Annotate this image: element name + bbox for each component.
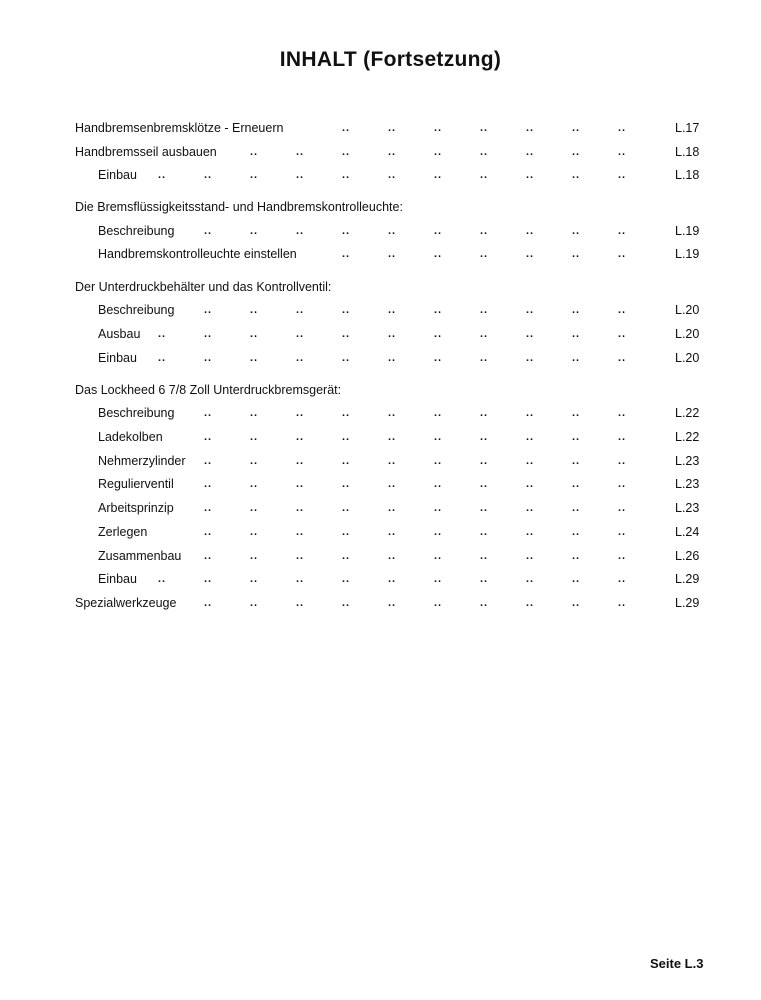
dot-leaders bbox=[0, 325, 761, 343]
leader-dots: .. bbox=[342, 550, 351, 562]
leader-dots: .. bbox=[388, 550, 397, 562]
leader-dots: .. bbox=[480, 304, 489, 316]
leader-dots: .. bbox=[618, 225, 627, 237]
leader-dots: .. bbox=[526, 328, 535, 340]
leader-dots: .. bbox=[480, 352, 489, 364]
leader-dots: .. bbox=[572, 455, 581, 467]
leader-dots: .. bbox=[434, 597, 443, 609]
leader-dots: .. bbox=[250, 352, 259, 364]
leader-dots: .. bbox=[204, 455, 213, 467]
leader-dots: .. bbox=[526, 304, 535, 316]
leader-dots: .. bbox=[158, 352, 167, 364]
leader-dots: .. bbox=[342, 328, 351, 340]
leader-dots: .. bbox=[296, 573, 305, 585]
leader-dots: .. bbox=[158, 328, 167, 340]
leader-dots: .. bbox=[618, 169, 627, 181]
leader-dots: .. bbox=[480, 407, 489, 419]
leader-dots: .. bbox=[572, 146, 581, 158]
leader-dots: .. bbox=[342, 502, 351, 514]
leader-dots: .. bbox=[480, 573, 489, 585]
toc-entry-label: Ladekolben bbox=[98, 430, 163, 444]
leader-dots: .. bbox=[618, 455, 627, 467]
leader-dots: .. bbox=[250, 455, 259, 467]
toc-entry bbox=[0, 547, 761, 565]
leader-dots: .. bbox=[572, 550, 581, 562]
leader-dots: .. bbox=[250, 431, 259, 443]
leader-dots: .. bbox=[388, 597, 397, 609]
toc-entry-label: Handbremsenbremsklötze - Erneuern bbox=[75, 121, 284, 135]
toc-entry-page: L.20 bbox=[675, 303, 700, 317]
toc-section-heading bbox=[0, 381, 761, 399]
toc-section-heading bbox=[0, 198, 761, 216]
leader-dots: .. bbox=[204, 502, 213, 514]
leader-dots: .. bbox=[526, 455, 535, 467]
dot-leaders bbox=[0, 570, 761, 588]
leader-dots: .. bbox=[480, 328, 489, 340]
leader-dots: .. bbox=[296, 407, 305, 419]
leader-dots: .. bbox=[342, 146, 351, 158]
leader-dots: .. bbox=[342, 597, 351, 609]
toc-entry-label: Beschreibung bbox=[98, 406, 175, 420]
leader-dots: .. bbox=[572, 248, 581, 260]
toc-entry-label: Einbau bbox=[98, 572, 137, 586]
toc-entry-label: Handbremsseil ausbauen bbox=[75, 145, 217, 159]
leader-dots: .. bbox=[480, 550, 489, 562]
leader-dots: .. bbox=[572, 573, 581, 585]
leader-dots: .. bbox=[434, 550, 443, 562]
leader-dots: .. bbox=[388, 478, 397, 490]
leader-dots: .. bbox=[388, 248, 397, 260]
leader-dots: .. bbox=[618, 146, 627, 158]
leader-dots: .. bbox=[618, 597, 627, 609]
leader-dots: .. bbox=[250, 169, 259, 181]
leader-dots: .. bbox=[342, 431, 351, 443]
leader-dots: .. bbox=[296, 455, 305, 467]
page-title: INHALT (Fortsetzung) bbox=[279, 48, 502, 71]
toc-entry-page: L.23 bbox=[675, 454, 700, 468]
leader-dots: .. bbox=[526, 169, 535, 181]
leader-dots: .. bbox=[572, 169, 581, 181]
leader-dots: .. bbox=[572, 225, 581, 237]
leader-dots: .. bbox=[388, 352, 397, 364]
leader-dots: .. bbox=[480, 597, 489, 609]
leader-dots: .. bbox=[388, 526, 397, 538]
leader-dots: .. bbox=[434, 352, 443, 364]
leader-dots: .. bbox=[342, 169, 351, 181]
toc-entry-label: Einbau bbox=[98, 351, 137, 365]
toc-entry-page: L.22 bbox=[675, 430, 700, 444]
leader-dots: .. bbox=[388, 328, 397, 340]
toc-entry-page: L.20 bbox=[675, 351, 700, 365]
leader-dots: .. bbox=[204, 431, 213, 443]
toc-entry bbox=[0, 523, 761, 541]
toc-entry bbox=[0, 325, 761, 343]
leader-dots: .. bbox=[204, 304, 213, 316]
leader-dots: .. bbox=[296, 502, 305, 514]
leader-dots: .. bbox=[618, 478, 627, 490]
leader-dots: .. bbox=[572, 526, 581, 538]
leader-dots: .. bbox=[572, 352, 581, 364]
leader-dots: .. bbox=[342, 573, 351, 585]
leader-dots: .. bbox=[342, 122, 351, 134]
toc-entry-page: L.23 bbox=[675, 477, 700, 491]
leader-dots: .. bbox=[296, 597, 305, 609]
leader-dots: .. bbox=[388, 431, 397, 443]
dot-leaders bbox=[0, 166, 761, 184]
leader-dots: .. bbox=[526, 526, 535, 538]
toc-entry bbox=[0, 166, 761, 184]
leader-dots: .. bbox=[434, 225, 443, 237]
toc-entry-label: Handbremskontrolleuchte einstellen bbox=[98, 247, 297, 261]
leader-dots: .. bbox=[388, 304, 397, 316]
dot-leaders bbox=[0, 452, 761, 470]
toc-entry bbox=[0, 570, 761, 588]
dot-leaders bbox=[0, 475, 761, 493]
leader-dots: .. bbox=[572, 304, 581, 316]
dot-leaders bbox=[0, 547, 761, 565]
leader-dots: .. bbox=[204, 597, 213, 609]
toc-section-label: Die Bremsflüssigkeitsstand- und Handbremskontrolleuchte: bbox=[75, 200, 403, 214]
leader-dots: .. bbox=[572, 478, 581, 490]
leader-dots: .. bbox=[480, 478, 489, 490]
leader-dots: .. bbox=[480, 225, 489, 237]
dot-leaders bbox=[0, 143, 761, 161]
leader-dots: .. bbox=[526, 225, 535, 237]
leader-dots: .. bbox=[204, 328, 213, 340]
leader-dots: .. bbox=[434, 169, 443, 181]
toc-entry-page: L.19 bbox=[675, 247, 700, 261]
leader-dots: .. bbox=[434, 455, 443, 467]
leader-dots: .. bbox=[526, 597, 535, 609]
dot-leaders bbox=[0, 594, 761, 612]
dot-leaders bbox=[0, 499, 761, 517]
leader-dots: .. bbox=[480, 431, 489, 443]
dot-leaders bbox=[0, 245, 761, 263]
leader-dots: .. bbox=[572, 328, 581, 340]
toc-entry-page: L.19 bbox=[675, 224, 700, 238]
leader-dots: .. bbox=[388, 146, 397, 158]
leader-dots: .. bbox=[296, 526, 305, 538]
toc-entry-label: Zusammenbau bbox=[98, 549, 182, 563]
toc-entry-page: L.24 bbox=[675, 525, 700, 539]
leader-dots: .. bbox=[204, 550, 213, 562]
toc-entry bbox=[0, 222, 761, 240]
toc-entry-page: L.23 bbox=[675, 501, 700, 515]
leader-dots: .. bbox=[434, 328, 443, 340]
leader-dots: .. bbox=[526, 248, 535, 260]
leader-dots: .. bbox=[572, 502, 581, 514]
leader-dots: .. bbox=[434, 573, 443, 585]
toc-section-heading bbox=[0, 278, 761, 296]
leader-dots: .. bbox=[250, 225, 259, 237]
toc-entry bbox=[0, 499, 761, 517]
leader-dots: .. bbox=[158, 169, 167, 181]
leader-dots: .. bbox=[526, 146, 535, 158]
leader-dots: .. bbox=[434, 478, 443, 490]
leader-dots: .. bbox=[526, 352, 535, 364]
leader-dots: .. bbox=[388, 169, 397, 181]
toc-entry-page: L.26 bbox=[675, 549, 700, 563]
leader-dots: .. bbox=[618, 248, 627, 260]
leader-dots: .. bbox=[480, 169, 489, 181]
dot-leaders bbox=[0, 222, 761, 240]
leader-dots: .. bbox=[526, 573, 535, 585]
toc-entry-label: Ausbau bbox=[98, 327, 141, 341]
toc-entry bbox=[0, 594, 761, 612]
leader-dots: .. bbox=[250, 478, 259, 490]
leader-dots: .. bbox=[250, 304, 259, 316]
leader-dots: .. bbox=[480, 248, 489, 260]
leader-dots: .. bbox=[434, 146, 443, 158]
toc-entry-label: Nehmerzylinder bbox=[98, 454, 186, 468]
leader-dots: .. bbox=[342, 225, 351, 237]
leader-dots: .. bbox=[204, 225, 213, 237]
leader-dots: .. bbox=[204, 352, 213, 364]
toc-entry bbox=[0, 452, 761, 470]
leader-dots: .. bbox=[434, 248, 443, 260]
leader-dots: .. bbox=[250, 597, 259, 609]
leader-dots: .. bbox=[204, 526, 213, 538]
leader-dots: .. bbox=[526, 550, 535, 562]
toc-entry-page: L.18 bbox=[675, 168, 700, 182]
toc-entry bbox=[0, 119, 761, 137]
toc-entry-label: Regulierventil bbox=[98, 477, 174, 491]
toc-section-label: Das Lockheed 6 7/8 Zoll Unterdruckbremsgerät: bbox=[75, 383, 342, 397]
toc-entry-label: Arbeitsprinzip bbox=[98, 501, 174, 515]
leader-dots: .. bbox=[296, 352, 305, 364]
leader-dots: .. bbox=[342, 478, 351, 490]
leader-dots: .. bbox=[296, 431, 305, 443]
leader-dots: .. bbox=[296, 478, 305, 490]
leader-dots: .. bbox=[572, 597, 581, 609]
leader-dots: .. bbox=[618, 550, 627, 562]
leader-dots: .. bbox=[296, 550, 305, 562]
toc-entry-page: L.20 bbox=[675, 327, 700, 341]
leader-dots: .. bbox=[526, 122, 535, 134]
leader-dots: .. bbox=[480, 455, 489, 467]
leader-dots: .. bbox=[434, 526, 443, 538]
leader-dots: .. bbox=[480, 122, 489, 134]
toc-entry bbox=[0, 475, 761, 493]
leader-dots: .. bbox=[342, 248, 351, 260]
dot-leaders bbox=[0, 404, 761, 422]
toc-section-label: Der Unterdruckbehälter und das Kontrollventil: bbox=[75, 280, 332, 294]
toc-entry bbox=[0, 143, 761, 161]
dot-leaders bbox=[0, 119, 761, 137]
leader-dots: .. bbox=[204, 478, 213, 490]
leader-dots: .. bbox=[204, 169, 213, 181]
leader-dots: .. bbox=[434, 122, 443, 134]
leader-dots: .. bbox=[296, 225, 305, 237]
leader-dots: .. bbox=[480, 502, 489, 514]
leader-dots: .. bbox=[618, 502, 627, 514]
leader-dots: .. bbox=[342, 304, 351, 316]
dot-leaders bbox=[0, 301, 761, 319]
leader-dots: .. bbox=[618, 352, 627, 364]
toc-entry-page: L.22 bbox=[675, 406, 700, 420]
leader-dots: .. bbox=[342, 526, 351, 538]
leader-dots: .. bbox=[388, 502, 397, 514]
leader-dots: .. bbox=[618, 526, 627, 538]
leader-dots: .. bbox=[388, 455, 397, 467]
leader-dots: .. bbox=[480, 146, 489, 158]
leader-dots: .. bbox=[250, 573, 259, 585]
toc-entry-label: Zerlegen bbox=[98, 525, 148, 539]
leader-dots: .. bbox=[250, 146, 259, 158]
leader-dots: .. bbox=[296, 328, 305, 340]
leader-dots: .. bbox=[526, 502, 535, 514]
leader-dots: .. bbox=[250, 550, 259, 562]
leader-dots: .. bbox=[158, 573, 167, 585]
toc-entry-label: Beschreibung bbox=[98, 303, 175, 317]
toc-entry-label: Einbau bbox=[98, 168, 137, 182]
dot-leaders bbox=[0, 523, 761, 541]
leader-dots: .. bbox=[250, 407, 259, 419]
leader-dots: .. bbox=[250, 502, 259, 514]
dot-leaders bbox=[0, 349, 761, 367]
leader-dots: .. bbox=[434, 407, 443, 419]
leader-dots: .. bbox=[526, 431, 535, 443]
toc-entry-page: L.18 bbox=[675, 145, 700, 159]
leader-dots: .. bbox=[618, 328, 627, 340]
toc-entry bbox=[0, 301, 761, 319]
leader-dots: .. bbox=[250, 526, 259, 538]
toc-entry-label: Spezialwerkzeuge bbox=[75, 596, 177, 610]
leader-dots: .. bbox=[618, 304, 627, 316]
leader-dots: .. bbox=[296, 169, 305, 181]
leader-dots: .. bbox=[388, 573, 397, 585]
leader-dots: .. bbox=[618, 431, 627, 443]
leader-dots: .. bbox=[480, 526, 489, 538]
leader-dots: .. bbox=[572, 407, 581, 419]
toc-entry bbox=[0, 404, 761, 422]
leader-dots: .. bbox=[342, 455, 351, 467]
leader-dots: .. bbox=[572, 431, 581, 443]
leader-dots: .. bbox=[342, 407, 351, 419]
leader-dots: .. bbox=[388, 225, 397, 237]
toc-entry bbox=[0, 245, 761, 263]
leader-dots: .. bbox=[296, 146, 305, 158]
toc-entry bbox=[0, 349, 761, 367]
leader-dots: .. bbox=[526, 407, 535, 419]
leader-dots: .. bbox=[204, 573, 213, 585]
toc-entry bbox=[0, 428, 761, 446]
leader-dots: .. bbox=[618, 573, 627, 585]
leader-dots: .. bbox=[618, 122, 627, 134]
leader-dots: .. bbox=[434, 502, 443, 514]
leader-dots: .. bbox=[204, 407, 213, 419]
leader-dots: .. bbox=[296, 304, 305, 316]
toc-entry-page: L.17 bbox=[675, 121, 700, 135]
toc-entry-page: L.29 bbox=[675, 572, 700, 586]
toc-entry-page: L.29 bbox=[675, 596, 700, 610]
leader-dots: .. bbox=[434, 304, 443, 316]
toc-entry-label: Beschreibung bbox=[98, 224, 175, 238]
leader-dots: .. bbox=[572, 122, 581, 134]
page-number-footer: Seite L.3 bbox=[650, 956, 704, 971]
leader-dots: .. bbox=[618, 407, 627, 419]
dot-leaders bbox=[0, 428, 761, 446]
leader-dots: .. bbox=[526, 478, 535, 490]
leader-dots: .. bbox=[388, 122, 397, 134]
leader-dots: .. bbox=[250, 328, 259, 340]
leader-dots: .. bbox=[388, 407, 397, 419]
leader-dots: .. bbox=[434, 431, 443, 443]
leader-dots: .. bbox=[342, 352, 351, 364]
